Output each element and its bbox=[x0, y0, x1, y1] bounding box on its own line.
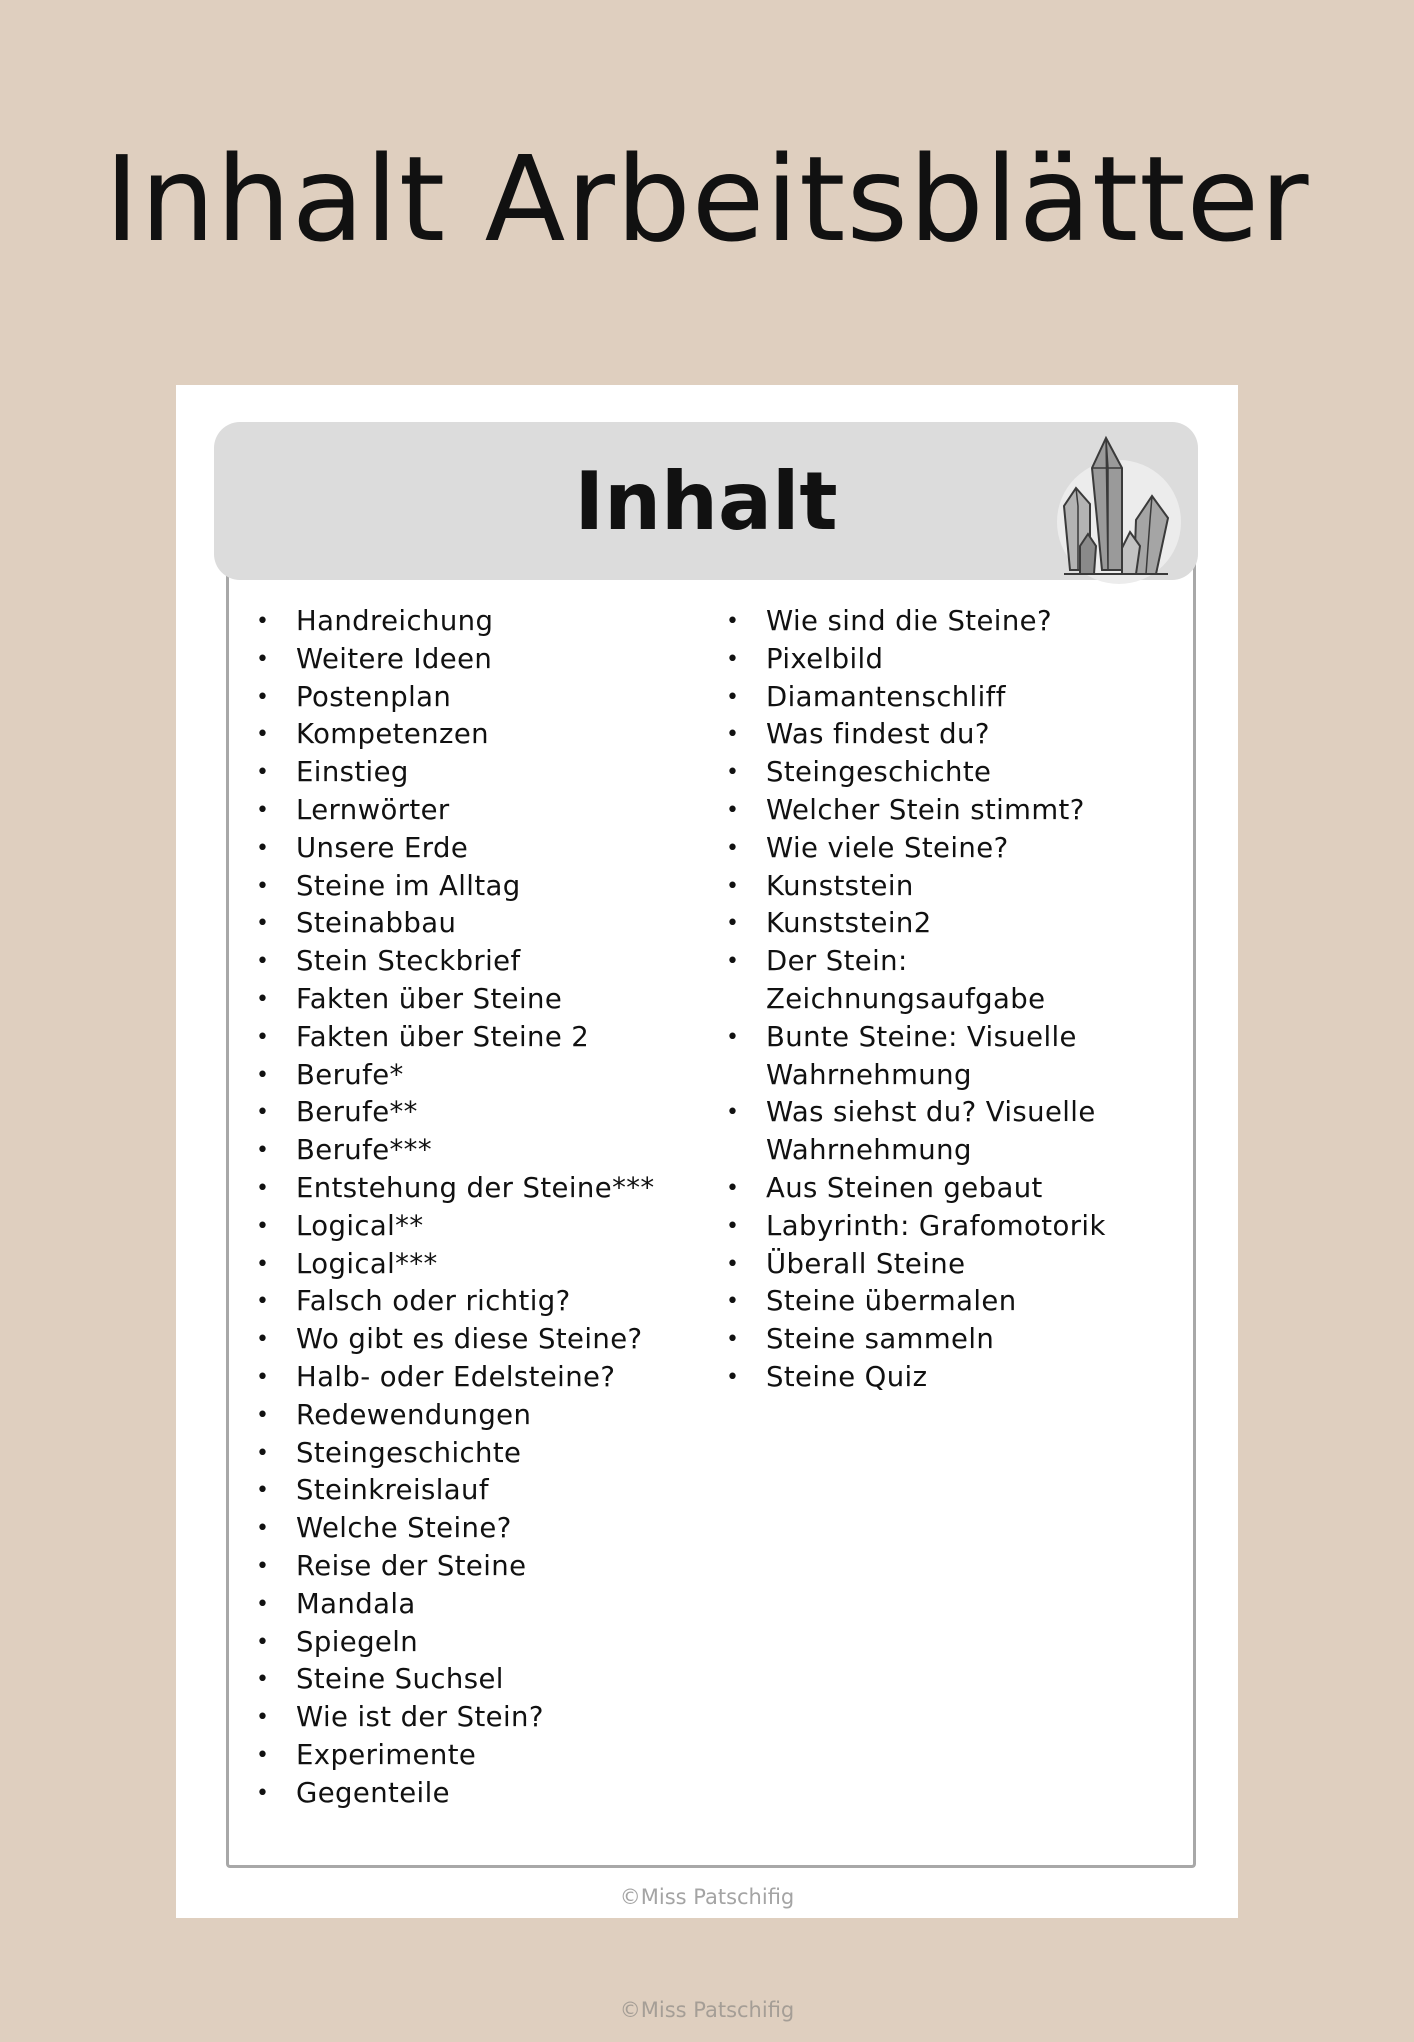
list-item: • Halb- oder Edelsteine? bbox=[248, 1359, 668, 1397]
list-item: • Mandala bbox=[248, 1586, 668, 1624]
list-item: • Spiegeln bbox=[248, 1624, 668, 1662]
header-banner bbox=[214, 422, 1198, 580]
worksheet-preview bbox=[176, 385, 1238, 1918]
list-item: • Labyrinth: Grafomotorik bbox=[718, 1208, 1178, 1246]
list-item: • Kunststein2 bbox=[718, 905, 1178, 943]
contents-list-left bbox=[248, 603, 668, 1813]
list-item: • Weitere Ideen bbox=[248, 641, 668, 679]
list-item: • Was siehst du? Visuelle Wahrnehmung bbox=[718, 1094, 1178, 1170]
list-item: • Aus Steinen gebaut bbox=[718, 1170, 1178, 1208]
list-item: • Steine übermalen bbox=[718, 1283, 1178, 1321]
list-item: • Diamantenschliff bbox=[718, 679, 1178, 717]
list-item: • Berufe* bbox=[248, 1057, 668, 1095]
list-item: • Lernwörter bbox=[248, 792, 668, 830]
list-item: • Fakten über Steine bbox=[248, 981, 668, 1019]
list-item: • Steine im Alltag bbox=[248, 868, 668, 906]
page-title: Inhalt Arbeitsblätter bbox=[104, 130, 1310, 268]
crystal-icon bbox=[1044, 422, 1194, 592]
page-copyright: ©Miss Patschifig bbox=[619, 1998, 795, 2022]
list-item: • Wie ist der Stein? bbox=[248, 1699, 668, 1737]
list-item: • Postenplan bbox=[248, 679, 668, 717]
list-item: • Logical** bbox=[248, 1208, 668, 1246]
list-item: • Einstieg bbox=[248, 754, 668, 792]
list-item: • Wie viele Steine? bbox=[718, 830, 1178, 868]
list-item: • Reise der Steine bbox=[248, 1548, 668, 1586]
list-item: • Steingeschichte bbox=[248, 1435, 668, 1473]
list-item: • Kompetenzen bbox=[248, 716, 668, 754]
list-item: • Fakten über Steine 2 bbox=[248, 1019, 668, 1057]
list-item: • Welche Steine? bbox=[248, 1510, 668, 1548]
list-item: • Gegenteile bbox=[248, 1775, 668, 1813]
list-item: • Überall Steine bbox=[718, 1246, 1178, 1284]
list-item: • Bunte Steine: Visuelle Wahrnehmung bbox=[718, 1019, 1178, 1095]
list-item: • Redewendungen bbox=[248, 1397, 668, 1435]
list-item: • Wo gibt es diese Steine? bbox=[248, 1321, 668, 1359]
sheet-title: Inhalt bbox=[574, 455, 838, 548]
list-item: • Entstehung der Steine*** bbox=[248, 1170, 668, 1208]
list-item: • Berufe*** bbox=[248, 1132, 668, 1170]
list-item: • Steine Quiz bbox=[718, 1359, 1178, 1397]
list-item: • Steingeschichte bbox=[718, 754, 1178, 792]
list-item: • Welcher Stein stimmt? bbox=[718, 792, 1178, 830]
list-item: • Logical*** bbox=[248, 1246, 668, 1284]
list-item: • Wie sind die Steine? bbox=[718, 603, 1178, 641]
list-item: • Steinkreislauf bbox=[248, 1472, 668, 1510]
list-item: • Steine Suchsel bbox=[248, 1661, 668, 1699]
list-item: • Steine sammeln bbox=[718, 1321, 1178, 1359]
list-item: • Steinabbau bbox=[248, 905, 668, 943]
list-item: • Berufe** bbox=[248, 1094, 668, 1132]
list-item: • Kunststein bbox=[718, 868, 1178, 906]
list-item: • Experimente bbox=[248, 1737, 668, 1775]
sheet-copyright: ©Miss Patschifig bbox=[619, 1885, 795, 1909]
list-item: • Handreichung bbox=[248, 603, 668, 641]
contents-list-right bbox=[718, 603, 1178, 1397]
list-item: • Was findest du? bbox=[718, 716, 1178, 754]
list-item: • Stein Steckbrief bbox=[248, 943, 668, 981]
list-item: • Pixelbild bbox=[718, 641, 1178, 679]
list-item: • Unsere Erde bbox=[248, 830, 668, 868]
list-item: • Falsch oder richtig? bbox=[248, 1283, 668, 1321]
list-item: • Der Stein: Zeichnungsaufgabe bbox=[718, 943, 1178, 1019]
